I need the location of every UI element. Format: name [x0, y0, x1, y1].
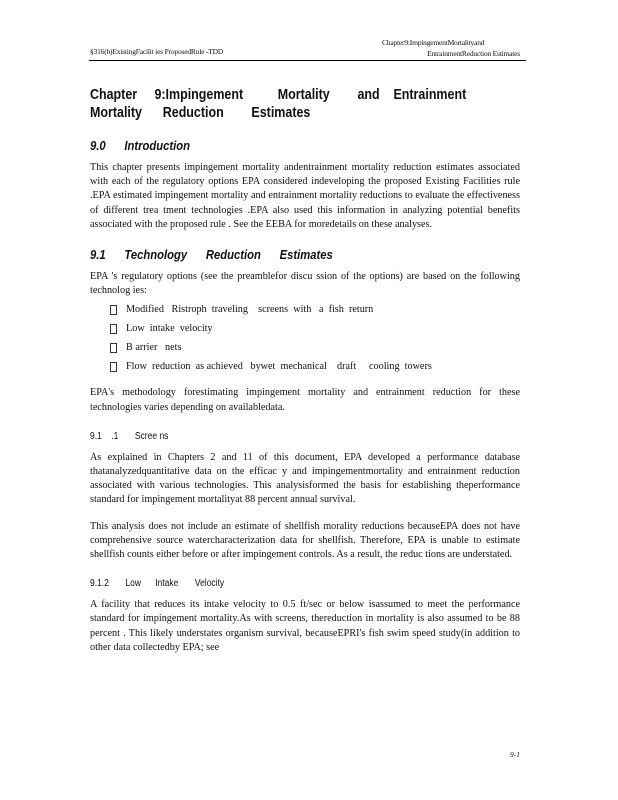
section-9-1-heading: 9.1 Technology Reduction Estimates [90, 248, 333, 263]
list-item: Modified Ristroph traveling screens with a fish return [110, 300, 520, 319]
list-item: Low intake velocity [110, 319, 520, 338]
chapter-title-line2: Mortality Reduction Estimates [90, 105, 311, 121]
section-9-1-methodology: EPA's methodology forestimating impingement mortality and entrainment reduction for these technologies varies depending on availabledata. [90, 387, 520, 413]
chapter-title-line1: Chapter 9:Impingement Mortality and Entrainment [90, 87, 467, 103]
checkbox-bullet-icon [110, 343, 117, 353]
header-subtitle-line: EntrainmentReduction Estimates [427, 49, 520, 58]
section-9-1-1-heading: 9.1 .1 Scree ns [90, 430, 169, 442]
chapter-title [90, 86, 520, 122]
section-9-1-2-paragraph1: A facility that reduces its intake velocity to 0.5 ft/sec or below isassumed to meet the performance standard for impingement mortality.As with screens, thereduction in mortality is also assumed to be 88 percent . This likely understates organism survival, becauseEPRI's fish swim speed study(in addition to other data collectedby EPA; see [90, 599, 520, 653]
section-9-0-heading: 9.0 Introduction [90, 139, 191, 153]
page-body [90, 86, 520, 667]
running-header-left: §316(b)ExistingFacilit ies ProposedRule -TDD [90, 47, 224, 56]
header-chapter-line: Chapter9:ImpingementMortalityand [382, 38, 485, 47]
checkbox-bullet-icon [110, 362, 117, 372]
list-item: Flow reduction as achieved bywet mechanical draft cooling towers [110, 357, 520, 376]
section-9-1-2-heading: 9.1.2 Low Intake Velocity [90, 578, 225, 590]
list-item: B arrier nets [110, 338, 520, 357]
section-9-1-1-paragraph1: As explained in Chapters 2 and 11 of this document, EPA developed a performance database thatanalyzedquantitative data on the efficac y and impingementmortality and entrainment reduction associated with various technologies. This analysisformed the basis for establishing theperformance standard for impingement mortalityat 88 percent annual survival. [90, 451, 520, 506]
running-header-right [370, 37, 520, 59]
section-9-1-intro: EPA 's regulatory options (see the preamblefor discu ssion of the options) are based on the following technolog ies: [90, 271, 520, 297]
section-9-0-paragraph: This chapter presents impingement mortality andentrainment mortality reduction estimates associated with each of the regulatory options EPA considered indeveloping the proposed Existing Facilities rule .EPA estimated impingement mortality and entrainment mortality reductions to evaluate the effectiveness of different trea tment technologies .EPA also used this information in analyzing potential benefits associated with the proposed rule . See the EEBA for moredetails on these analyses. [90, 162, 520, 230]
page-number: 9-1 [510, 750, 520, 759]
checkbox-bullet-icon [110, 324, 117, 334]
checkbox-bullet-icon [110, 305, 117, 315]
section-9-1-1-paragraph2: This analysis does not include an estimate of shellfish morality reductions becauseEPA does not have comprehensive source watercharacterization data for shellfish. Therefore, EPA is unable to estimate shellfish counts either before or after impingement controls. As a result, the reduc tions are understated. [90, 520, 520, 561]
header-divider [89, 60, 526, 61]
technology-list [90, 300, 520, 376]
